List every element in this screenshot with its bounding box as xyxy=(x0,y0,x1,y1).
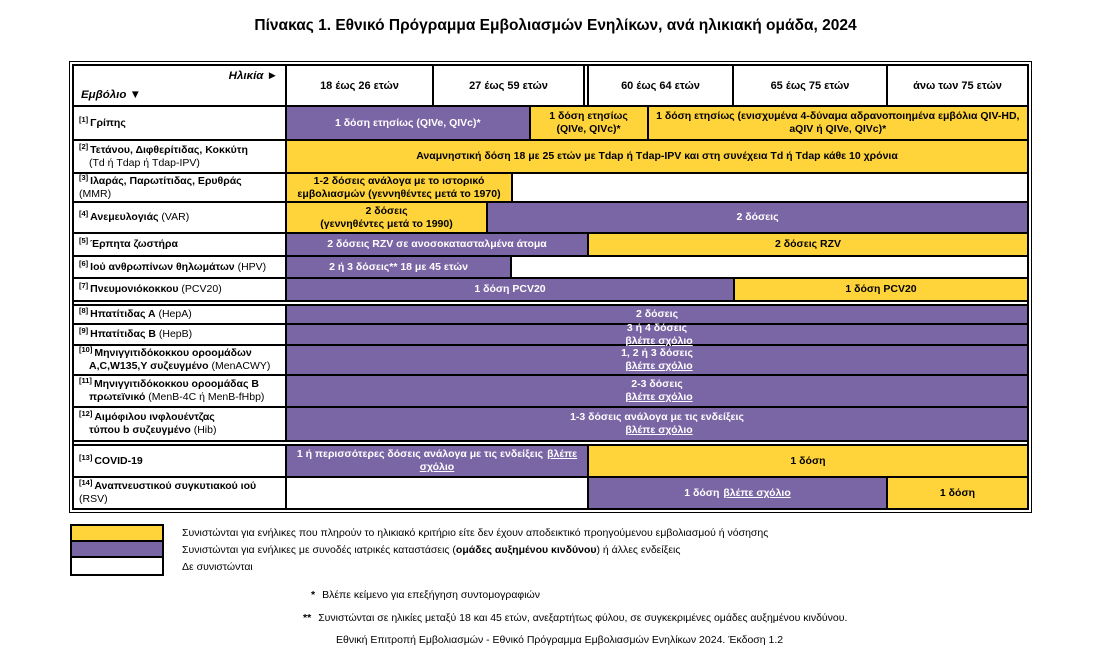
vaccination-table xyxy=(69,61,1032,513)
vaccine-label: [10] Μηνιγγιτιδόκοκκου οροομάδων A,C,W135,Y συζευγμένο (MenACWY) xyxy=(74,346,287,374)
table-row xyxy=(74,376,1027,408)
dose-cell: 1 δόση ετησίως (ενισχυμένα 4-δύναμα αδρανοποιημένα εμβόλια QIV-HD, aQIV ή QIVe, QIVc)* xyxy=(649,107,1027,139)
age-column-header: 60 έως 64 ετών xyxy=(589,66,734,105)
legend-row xyxy=(70,558,768,576)
vaccine-label: [3] Ιλαράς, Παρωτίτιδας, Ερυθράς (MMR) xyxy=(74,174,287,201)
age-axis-label: Ηλικία ► xyxy=(228,70,278,82)
dose-cell: 1 δόση xyxy=(888,478,1027,508)
dose-cell: 2 ή 3 δόσεις** 18 με 45 ετών xyxy=(287,257,512,277)
age-column-header: 27 έως 59 ετών xyxy=(434,66,589,105)
table-row xyxy=(74,440,1027,478)
table-row xyxy=(74,257,1027,279)
legend-row xyxy=(70,524,768,542)
dose-cell: 1 δόση ετησίως (QIVe, QIVc)* xyxy=(287,107,531,139)
header-row xyxy=(74,66,1027,107)
table-row xyxy=(74,234,1027,257)
dose-cell: 1-2 δόσεις ανάλογα με το ιστορικό εμβολιασμών (γεννηθέντες μετά το 1970) xyxy=(287,174,513,201)
dose-cell: 3 ή 4 δόσεις βλέπε σχόλιο xyxy=(287,325,1027,344)
see-note-link[interactable]: βλέπε σχόλιο xyxy=(419,448,578,473)
vaccine-label: [2] Τετάνου, Διφθερίτιδας, Κοκκύτη (Td ή Tdap ή Tdap-IPV) xyxy=(74,141,287,172)
arrow-right-icon: ► xyxy=(266,70,278,82)
dose-cell-empty xyxy=(512,257,1027,277)
vaccine-label: [4] Ανεμευλογιάς (VAR) xyxy=(74,203,287,232)
arrow-down-icon: ▼ xyxy=(129,89,141,101)
dose-cell: 1 δόση βλέπε σχόλιο xyxy=(589,478,888,508)
dose-cell: 2 δόσεις xyxy=(287,306,1027,323)
see-note-link[interactable]: βλέπε σχόλιο xyxy=(625,360,693,372)
table-row xyxy=(74,174,1027,203)
see-note-link[interactable]: βλέπε σχόλιο xyxy=(625,424,693,436)
dose-cell: 1 δόση ετησίως (QIVe, QIVc)* xyxy=(531,107,649,139)
dose-cell-empty xyxy=(287,478,589,508)
vaccine-label: [7] Πνευμονιόκοκκου (PCV20) xyxy=(74,279,287,300)
table-row xyxy=(74,408,1027,440)
see-note-link[interactable]: βλέπε σχόλιο xyxy=(723,486,791,499)
legend-row xyxy=(70,542,768,558)
vaccine-label: [5] Έρπητα ζωστήρα xyxy=(74,234,287,255)
dose-cell: 1, 2 ή 3 δόσεις βλέπε σχόλιο xyxy=(287,346,1027,374)
table-row xyxy=(74,203,1027,234)
table-row xyxy=(74,141,1027,174)
see-note-link[interactable]: βλέπε σχόλιο xyxy=(625,391,693,403)
dose-cell: 2-3 δόσεις βλέπε σχόλιο xyxy=(287,376,1027,406)
vaccine-axis-label: Εμβόλιο ▼ xyxy=(81,89,141,101)
table-row xyxy=(74,346,1027,376)
vaccine-label: [6] Ιού ανθρωπίνων θηλωμάτων (HPV) xyxy=(74,257,287,277)
age-column-header: 65 έως 75 ετών xyxy=(734,66,888,105)
legend-text: Δε συνιστώνται xyxy=(182,561,253,573)
legend-text: Συνιστώνται για ενήλικες που πληρούν το ηλικιακό κριτήριο είτε δεν έχουν αποδεικτικό προηγούμενου εμβολιασμού ή νόσησης xyxy=(182,527,769,539)
page-title: Πίνακας 1. Εθνικό Πρόγραμμα Εμβολιασμών Ενηλίκων, ανά ηλικιακή ομάδα, 2024 xyxy=(254,17,857,34)
vaccine-label: [13] COVID-19 xyxy=(74,446,287,476)
dose-cell: 1 δόση xyxy=(589,446,1027,476)
dose-cell: Αναμνηστική δόση 18 με 25 ετών με Tdap ή Tdap-IPV και στη συνέχεια Td ή Tdap κάθε 10 χρόνια xyxy=(287,141,1027,172)
vaccine-label: [11] Μηνιγγιτιδόκοκκου οροομάδας Β πρωτεϊνικό (MenB-4C ή MenB-fHbp) xyxy=(74,376,287,406)
age-column-header: άνω των 75 ετών xyxy=(888,66,1027,105)
age-column-header: 18 έως 26 ετών xyxy=(287,66,434,105)
dose-cell: 2 δόσεις RZV σε ανοσοκατασταλμένα άτομα xyxy=(287,234,589,255)
dose-cell: 2 δόσεις (γεννηθέντες μετά το 1990) xyxy=(287,203,488,232)
legend-swatch-white xyxy=(70,556,164,576)
table-row xyxy=(74,478,1027,508)
vaccine-label: [14] Αναπνευστικού συγκυτιακού ιού (RSV) xyxy=(74,478,287,508)
vaccine-label: [1] Γρίπης xyxy=(74,107,287,139)
source-line: Εθνική Επιτροπή Εμβολιασμών - Εθνικό Πρόγραμμα Εμβολιασμών Ενηλίκων 2024. Έκδοση 1.2 xyxy=(336,634,784,646)
table-row xyxy=(74,107,1027,141)
footnote-double-asterisk: ** Συνιστώνται σε ηλικίες μεταξύ 18 και 45 ετών, ανεξαρτήτως φύλου, σε συγκεκριμένες ομάδες αυξημένου κινδύνου. xyxy=(303,612,848,624)
dose-cell-empty xyxy=(513,174,1027,201)
vaccine-label: [9] Ηπατίτιδας Β (HepB) xyxy=(74,325,287,344)
footnote-asterisk: * Βλέπε κείμενο για επεξήγηση συντομογραφιών xyxy=(311,589,540,601)
vaccine-label: [8] Ηπατίτιδας Α (HepA) xyxy=(74,306,287,323)
table-row xyxy=(74,279,1027,300)
see-note-link[interactable]: βλέπε σχόλιο xyxy=(625,334,693,347)
corner-header-cell xyxy=(74,66,287,105)
dose-cell: 2 δόσεις xyxy=(488,203,1027,232)
vaccine-label: [12] Αιμόφιλου ινφλουέντζας τύπου b συζευγμένο (Hib) xyxy=(74,408,287,440)
dose-cell: 1 δόση PCV20 xyxy=(735,279,1027,300)
dose-cell: 2 δόσεις RZV xyxy=(589,234,1027,255)
table-row xyxy=(74,300,1027,325)
dose-cell: 1 ή περισσότερες δόσεις ανάλογα με τις ενδείξεις βλέπε σχόλιο xyxy=(287,446,589,476)
legend xyxy=(70,524,768,576)
legend-text: Συνιστώνται για ενήλικες με συνοδές ιατρικές καταστάσεις (ομάδες αυξημένου κινδύνου) ή άλλες ενδείξεις xyxy=(182,544,681,556)
table-row xyxy=(74,321,1027,347)
dose-cell: 1-3 δόσεις ανάλογα με τις ενδείξεις βλέπε σχόλιο xyxy=(287,408,1027,440)
dose-cell: 1 δόση PCV20 xyxy=(287,279,735,300)
